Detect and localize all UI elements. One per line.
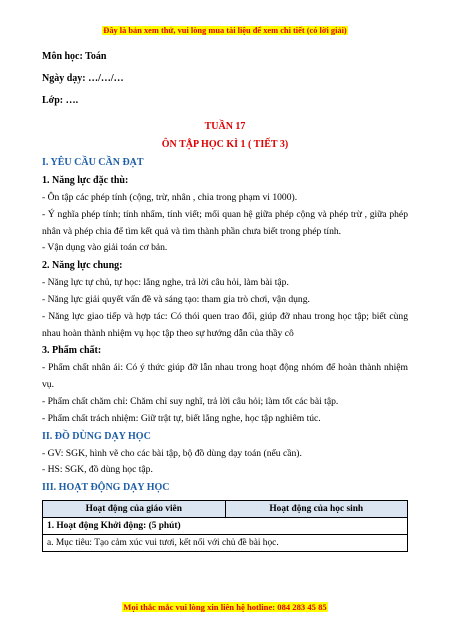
list-item: - Năng lực giao tiếp và hợp tác: Có thói quen trao đổi, giúp đỡ nhau trong học tập; biết cùng nhau hoàn thành nhiệm vụ học tập theo sự hướng dẫn của thầy cô xyxy=(42,310,408,339)
activity-goal-cell: a. Mục tiêu: Tạo cảm xúc vui tươi, kết nối với chủ đề bài học. xyxy=(43,535,408,552)
hotline-footer-text: Mọi thắc mắc vui lòng xin liên hệ hotline: 084 283 45 85 xyxy=(123,602,327,612)
list-item: - Năng lực giải quyết vấn đề và sáng tạo: tham gia trò chơi, vận dụng. xyxy=(42,293,310,305)
specific-competence-heading: 1. Năng lực đặc thù: xyxy=(42,175,129,186)
preview-banner-text: Đây là bản xem thử, vui lòng mua tài liệu để xem chi tiết (có lời giải) xyxy=(103,26,347,35)
week-title: TUẦN 17 xyxy=(204,121,246,132)
list-item: - GV: SGK, hình vẽ cho các bài tập, bộ đồ dùng dạy toán (nếu cần). xyxy=(42,447,302,459)
document-page xyxy=(42,46,408,552)
list-item: - Phẩm chất nhân ái: Có ý thức giúp đỡ lẫn nhau trong hoạt động nhóm để hoàn thành nhiệm vụ. xyxy=(42,362,408,391)
list-item: - Phẩm chất trách nhiệm: Giữ trật tự, biết lắng nghe, học tập nghiêm túc. xyxy=(42,412,321,424)
section-requirements-heading: I. YÊU CẦU CẦN ĐẠT xyxy=(42,157,144,168)
table-row xyxy=(43,535,408,552)
general-competence-heading: 2. Năng lực chung: xyxy=(42,260,123,272)
lesson-title: ÔN TẬP HỌC KÌ 1 ( TIẾT 3) xyxy=(161,139,289,150)
table-row xyxy=(43,518,408,535)
list-item: - HS: SGK, đồ dùng học tập. xyxy=(42,464,153,476)
list-item: - Ôn tập các phép tính (cộng, trừ, nhân , chia trong phạm vi 1000). xyxy=(42,192,298,203)
qualities-heading: 3. Phẩm chất: xyxy=(42,345,102,357)
date-line: Ngày dạy: …/…/… xyxy=(42,73,124,84)
list-item: - Năng lực tự chủ, tự học: lắng nghe, trả lời câu hỏi, làm bài tập. xyxy=(42,277,289,289)
teacher-column-header: Hoạt động của giáo viên xyxy=(43,501,226,518)
table-header-row xyxy=(43,501,408,518)
activities-table xyxy=(42,500,408,552)
section-activities-heading: III. HOẠT ĐỘNG DẠY HỌC xyxy=(42,482,170,494)
list-item: - Vận dụng vào giải toán cơ bản. xyxy=(42,242,168,254)
section-materials-heading: II. ĐỒ DÙNG DẠY HỌC xyxy=(42,430,151,442)
hotline-footer xyxy=(0,602,450,612)
subject-line: Môn học: Toán xyxy=(42,51,107,62)
list-item: - Ý nghĩa phép tính; tính nhẩm, tính viết; mối quan hệ giữa phép cộng và phép trừ , giữa phép nhân và phép chia để tìm kết quả và tìm thành phần chưa biết trong phép tính. xyxy=(42,208,408,237)
list-item: - Phẩm chất chăm chỉ: Chăm chỉ suy nghĩ, trả lời câu hỏi; làm tốt các bài tập. xyxy=(42,395,339,407)
activity-title-cell: 1. Hoạt động Khởi động: (5 phút) xyxy=(43,518,408,535)
student-column-header: Hoạt động của học sinh xyxy=(225,501,408,518)
preview-banner xyxy=(0,26,450,35)
class-line: Lớp: …. xyxy=(42,95,79,106)
